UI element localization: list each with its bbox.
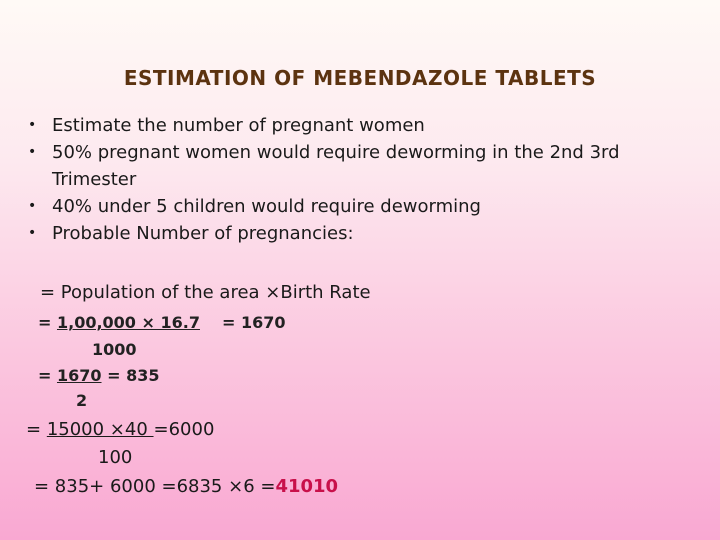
calc-numerator: 15000 ×40 xyxy=(46,419,154,440)
calc-numerator: 1,00,000 × 16.7 xyxy=(56,313,200,332)
calc-result: = 1670 xyxy=(221,313,286,332)
calc-denominator: 100 xyxy=(98,447,133,468)
calc-denominator: 1000 xyxy=(92,340,137,359)
calc-line-pregnant-women xyxy=(38,366,159,385)
bullet-list xyxy=(24,112,704,247)
slide-title: ESTIMATION OF MEBENDAZOLE TABLETS xyxy=(123,66,597,90)
calc-numerator: 1670 xyxy=(56,366,102,385)
calc-total-expression: = 835+ 6000 =6835 ×6 = xyxy=(34,476,276,497)
bullet-item: • Probable Number of pregnancies: xyxy=(24,220,704,247)
calc-result: = 835 xyxy=(101,366,160,385)
calc-line-total xyxy=(34,476,338,497)
bullet-item: • 40% under 5 children would require deworming xyxy=(24,193,704,220)
calc-prefix: = xyxy=(38,313,57,332)
bullet-item: • Estimate the number of pregnant women xyxy=(24,112,704,139)
calc-line-children xyxy=(26,419,214,440)
calc-prefix: = xyxy=(26,419,47,440)
calc-prefix: = xyxy=(38,366,57,385)
calc-formula-line: = Population of the area ×Birth Rate xyxy=(40,282,371,303)
bullet-item: • 50% pregnant women would require deworming in the 2nd 3rd Trimester xyxy=(24,139,704,193)
calc-line-births xyxy=(38,313,285,332)
calc-denominator: 2 xyxy=(76,391,88,410)
calc-final-result: 41010 xyxy=(275,476,339,497)
calc-result: =6000 xyxy=(153,419,215,440)
